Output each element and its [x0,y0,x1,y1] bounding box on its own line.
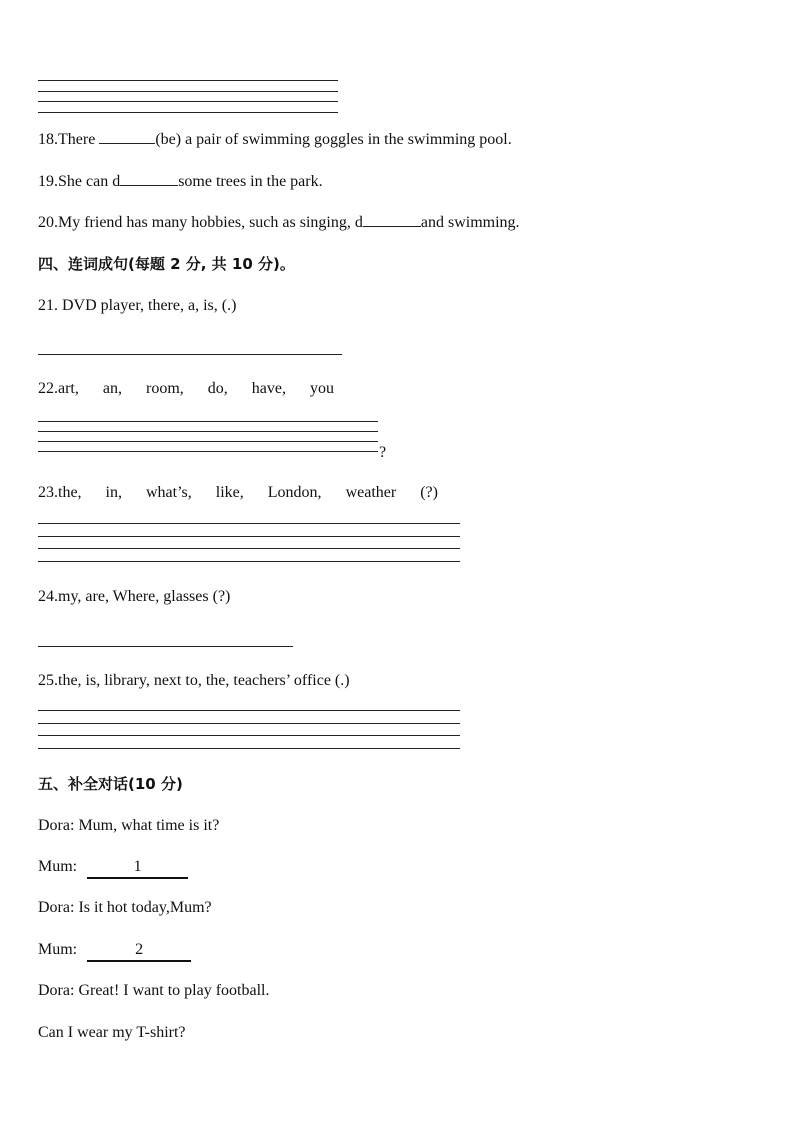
section-heading: 四、连词成句(每题 2 分, 共 10 分)。 [38,255,295,273]
dialogue-line [38,940,191,962]
question-21 [38,296,236,316]
question-number: 24. [38,588,58,605]
question-text: and swimming. [420,214,520,231]
answer-blank[interactable] [87,857,188,879]
blank-number: 2 [135,941,144,958]
fill-blank[interactable] [120,171,178,186]
word: do, [207,380,228,397]
question-text: . DVD player, there, a, is, (.) [54,297,237,314]
word: what’s, [146,484,192,501]
answer-line[interactable] [38,441,378,442]
question-text: She can d [58,173,121,190]
fill-blank[interactable] [99,129,155,144]
answer-line [38,101,338,102]
answer-line[interactable] [38,748,460,749]
section-heading: 五、补全对话(10 分) [38,775,183,793]
fill-blank[interactable] [363,212,421,227]
question-24 [38,587,230,607]
answer-line[interactable] [38,561,460,562]
speaker: Dora: [38,899,75,916]
answer-line[interactable] [38,523,460,524]
question-20 [38,212,520,233]
answer-line[interactable] [38,536,460,537]
question-number: 19. [38,173,58,190]
speaker: Dora: [38,817,75,834]
word: in, [105,484,122,501]
question-text: (be) a pair of swimming goggles in the swimming pool. [155,131,512,148]
answer-line[interactable] [38,548,460,549]
dialogue-line [38,981,269,1001]
question-number: 23. [38,484,58,501]
dialogue-line [38,898,212,918]
question-22 [38,379,334,399]
question-number: 20. [38,214,58,231]
word: art, [58,380,79,397]
word: the, [58,484,82,501]
dialogue-line [38,816,219,836]
word: room, [145,380,184,397]
question-number: 21 [38,297,54,314]
question-23 [38,483,438,503]
answer-line[interactable] [38,723,460,724]
dialogue-text: Can I wear my T-shirt? [38,1024,186,1041]
question-text: the, is, library, next to, the, teachers’ office (.) [58,672,350,689]
question-19 [38,171,323,192]
answer-line[interactable] [38,735,460,736]
answer-line [38,112,338,113]
question-text: There [58,131,96,148]
question-number: 18. [38,131,58,148]
question-text: some trees in the park. [178,173,323,190]
dialogue-line [38,857,188,879]
word: (?) [420,484,438,501]
question-18 [38,129,512,150]
answer-line[interactable] [38,451,378,452]
answer-line [38,80,338,81]
end-mark: ? [379,444,387,461]
speaker: Dora: [38,982,75,999]
word: you [309,380,334,397]
answer-line[interactable] [38,646,293,647]
answer-line[interactable] [38,431,378,432]
word: an, [102,380,122,397]
word: London, [267,484,322,501]
blank-number: 1 [133,858,142,875]
answer-line[interactable] [38,710,460,711]
question-text: my, are, Where, glasses (?) [58,588,231,605]
speaker: Mum: [38,858,78,875]
answer-blank[interactable] [87,940,191,962]
word: like, [215,484,244,501]
dialogue-line [38,1023,186,1043]
word: have, [251,380,286,397]
question-number: 22. [38,380,58,397]
answer-line[interactable] [38,354,342,355]
answer-line[interactable] [38,421,378,422]
question-number: 25. [38,672,58,689]
answer-line [38,91,338,92]
dialogue-text: Is it hot today,Mum? [78,899,212,916]
dialogue-text: Great! I want to play football. [78,982,270,999]
speaker: Mum: [38,941,78,958]
question-text: My friend has many hobbies, such as singing, d [58,214,363,231]
dialogue-text: Mum, what time is it? [78,817,220,834]
word: weather [345,484,397,501]
question-25 [38,671,350,691]
